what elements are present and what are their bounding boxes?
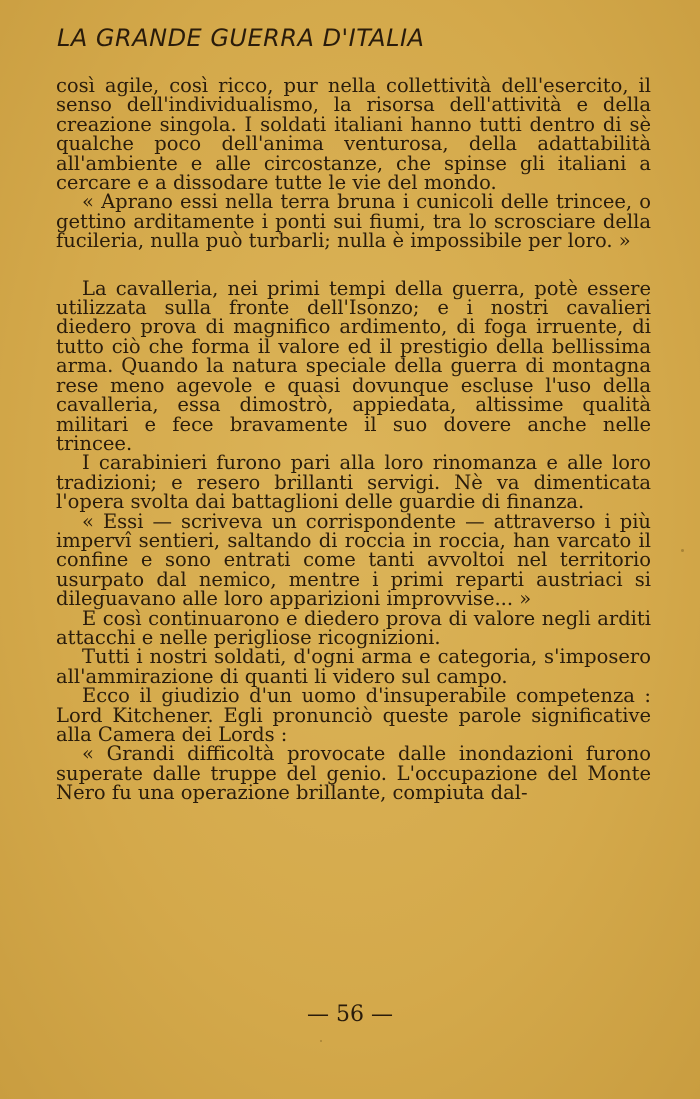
paragraph-9: « Grandi difficoltà provocate dalle inondazioni furono superate dalle truppe del genio. L'occupazione del Monte Nero fu una operazione brillante, compiuta dal- <box>56 742 651 805</box>
paragraph-8: Ecco il giudizio d'un uomo d'insuperabile competenza : Lord Kitchener. Egli pronunciò queste parole significative alla Camera dei Lords : <box>56 684 651 746</box>
paragraph-7: Tutti i nostri soldati, d'ogni arma e categoria, s'imposero all'ammirazione di quanti li videro sul campo. <box>56 645 651 688</box>
paper-speck <box>681 549 684 552</box>
paper-speck <box>320 1040 322 1042</box>
body-text <box>56 76 651 803</box>
paragraph-4: I carabinieri furono pari alla loro rinomanza e alle loro tradizioni; e resero brillanti servigi. Nè va dimenticata l'opera svolta dai battaglioni delle guardie di finanza. <box>56 451 651 514</box>
running-head: LA GRANDE GUERRA D'ITALIA <box>57 24 425 52</box>
paragraph-6: E così continuarono e diedero prova di valore negli arditi attacchi e nelle perigliose ricognizioni. <box>56 606 651 649</box>
paragraph-2: « Aprano essi nella terra bruna i cunicoli delle trincee, o gettino arditamente i ponti sui fiumi, tra lo scrosciare della fucileria, nulla può turbarli; nulla è impossibile per loro. » <box>56 190 651 253</box>
paragraph-1: così agile, così ricco, pur nella collettività dell'esercito, il senso dell'individualismo, la risorsa dell'attività e della creazione singola. I soldati italiani hanno tutti dentro di sè qualche poco dell'anima venturosa, della adattabilità all'ambiente e alle circostanze, che spinse gli italiani a cercare e a dissodare tutte le vie del mondo. <box>56 74 651 195</box>
paragraph-5: « Essi — scriveva un corrispondente — attraverso i più impervî sentieri, saltando di roccia in roccia, han varcato il confine e sono entrati come tanti avvoltoi nel territorio usurpato dal nemico, mentre i primi reparti austriaci si dileguavano alle loro apparizioni improvvise... » <box>56 509 651 611</box>
page-number: — 56 — <box>307 1002 393 1027</box>
paragraph-3: La cavalleria, nei primi tempi della guerra, potè essere utilizzata sulla fronte dell'Isonzo; e i nostri cavalieri diedero prova di magnifico ardimento, di foga irruente, di tutto ciò che forma il valore ed il prestigio della bellissima arma. Quando la natura speciale della guerra di montagna rese meno agevole e quasi dovunque escluse l'uso della cavalleria, essa dimostrò, appiedata, altissime qualità militari e fece bravamente il suo dovere anche nelle trincee. <box>56 276 651 455</box>
